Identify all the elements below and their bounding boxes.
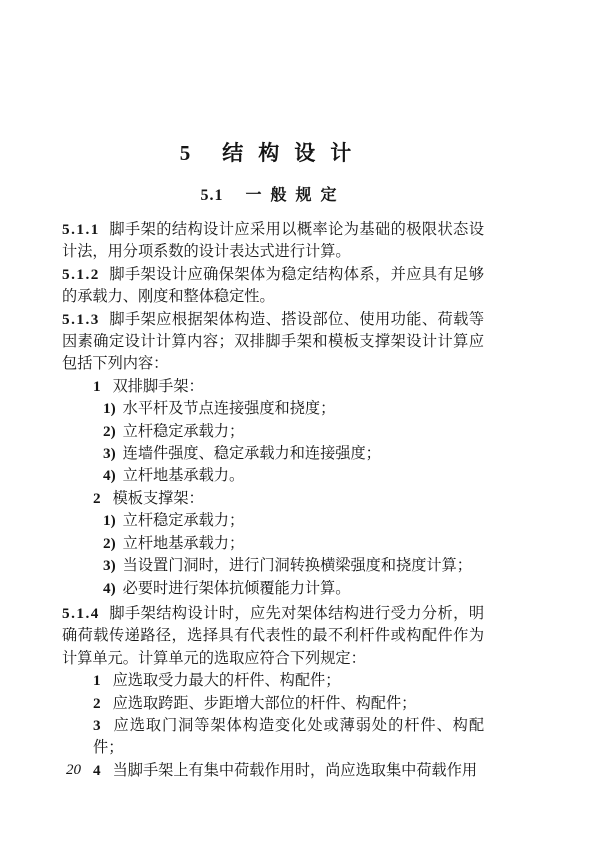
subitem-text: 水平杆及节点连接强度和挠度；	[122, 400, 336, 418]
list-item	[62, 488, 484, 510]
clause-number: 5.1.3	[62, 310, 100, 328]
subitem-number: 4)	[103, 579, 116, 597]
subitem-number: 3)	[103, 445, 116, 463]
section-heading	[62, 186, 484, 206]
subitem-text: 当设置门洞时，进行门洞转换横梁强度和挠度计算；	[122, 557, 472, 575]
clause-paragraph	[62, 264, 484, 309]
body-text	[62, 219, 484, 782]
clause-text: 脚手架设计应确保架体为稳定结构体系，并应具有足够的承载力、刚度和整体稳定性。	[62, 265, 484, 306]
subitem-text: 立杆稳定承载力；	[122, 422, 245, 440]
sub-list-item	[62, 510, 484, 532]
chapter-title: 结构设计	[222, 141, 367, 165]
clause-paragraph	[62, 219, 484, 264]
text-column	[62, 140, 484, 782]
clause-text: 脚手架应根据架体构造、搭设部位、使用功能、荷载等因素确定设计计算内容；双排脚手架和模板支撑架设计计算应包括下列内容：	[62, 310, 484, 373]
section-number: 5.1	[200, 187, 224, 204]
sub-list-item	[62, 533, 484, 555]
subitem-number: 2)	[103, 422, 116, 440]
page-number: 20	[66, 762, 81, 778]
list-item	[62, 715, 484, 760]
item-text: 应选取跨距、步距增大部位的杆件、构配件；	[112, 694, 417, 712]
section-title: 一般规定	[245, 187, 346, 204]
clause-number: 5.1.2	[62, 265, 100, 283]
clause-paragraph	[62, 309, 484, 376]
subitem-text: 立杆地基承载力；	[122, 534, 245, 552]
sub-list-item	[62, 443, 484, 465]
list-item	[62, 760, 484, 782]
sub-list-item	[62, 555, 484, 577]
list-item	[62, 670, 484, 692]
clause-paragraph	[62, 603, 484, 670]
sub-list-item	[62, 398, 484, 420]
sub-list-item	[62, 578, 484, 600]
item-text: 应选取受力最大的杆件、构配件；	[112, 672, 341, 690]
item-number: 1	[93, 672, 101, 690]
item-number: 2	[93, 489, 101, 507]
subitem-text: 必要时进行架体抗倾覆能力计算。	[122, 579, 351, 597]
list-item	[62, 376, 484, 398]
subitem-number: 4)	[103, 467, 116, 485]
clause-text: 脚手架的结构设计应采用以概率论为基础的极限状态设计法，用分项系数的设计表达式进行计算。	[62, 221, 484, 261]
subitem-number: 1)	[103, 512, 116, 530]
sub-list-item	[62, 465, 484, 487]
clause-number: 5.1.1	[62, 221, 100, 238]
item-number: 3	[93, 716, 101, 734]
item-number: 2	[93, 694, 101, 712]
item-text: 应选取门洞等架体构造变化处或薄弱处的杆件、构配件；	[93, 716, 484, 757]
subitem-text: 连墙件强度、稳定承载力和连接强度；	[122, 445, 381, 463]
subitem-text: 立杆地基承载力。	[122, 467, 245, 485]
list-item	[62, 693, 484, 715]
sub-list-item	[62, 421, 484, 443]
item-text: 当脚手架上有集中荷载作用时，尚应选取集中荷载作用	[112, 761, 478, 779]
item-text: 模板支撑架：	[112, 489, 204, 507]
chapter-heading	[62, 140, 484, 166]
subitem-text: 立杆稳定承载力；	[122, 512, 245, 530]
subitem-number: 3)	[103, 557, 116, 575]
clause-text: 脚手架结构设计时，应先对架体结构进行受力分析，明确荷载传递路径，选择具有代表性的最不利杆件或构配件作为计算单元。计算单元的选取应符合下列规定：	[62, 604, 484, 667]
item-text: 双排脚手架：	[112, 377, 204, 395]
clause-number: 5.1.4	[62, 604, 100, 622]
chapter-number: 5	[179, 141, 191, 165]
item-number: 1	[93, 377, 101, 395]
subitem-number: 2)	[103, 534, 116, 552]
subitem-number: 1)	[103, 400, 116, 418]
item-number: 4	[93, 761, 101, 779]
